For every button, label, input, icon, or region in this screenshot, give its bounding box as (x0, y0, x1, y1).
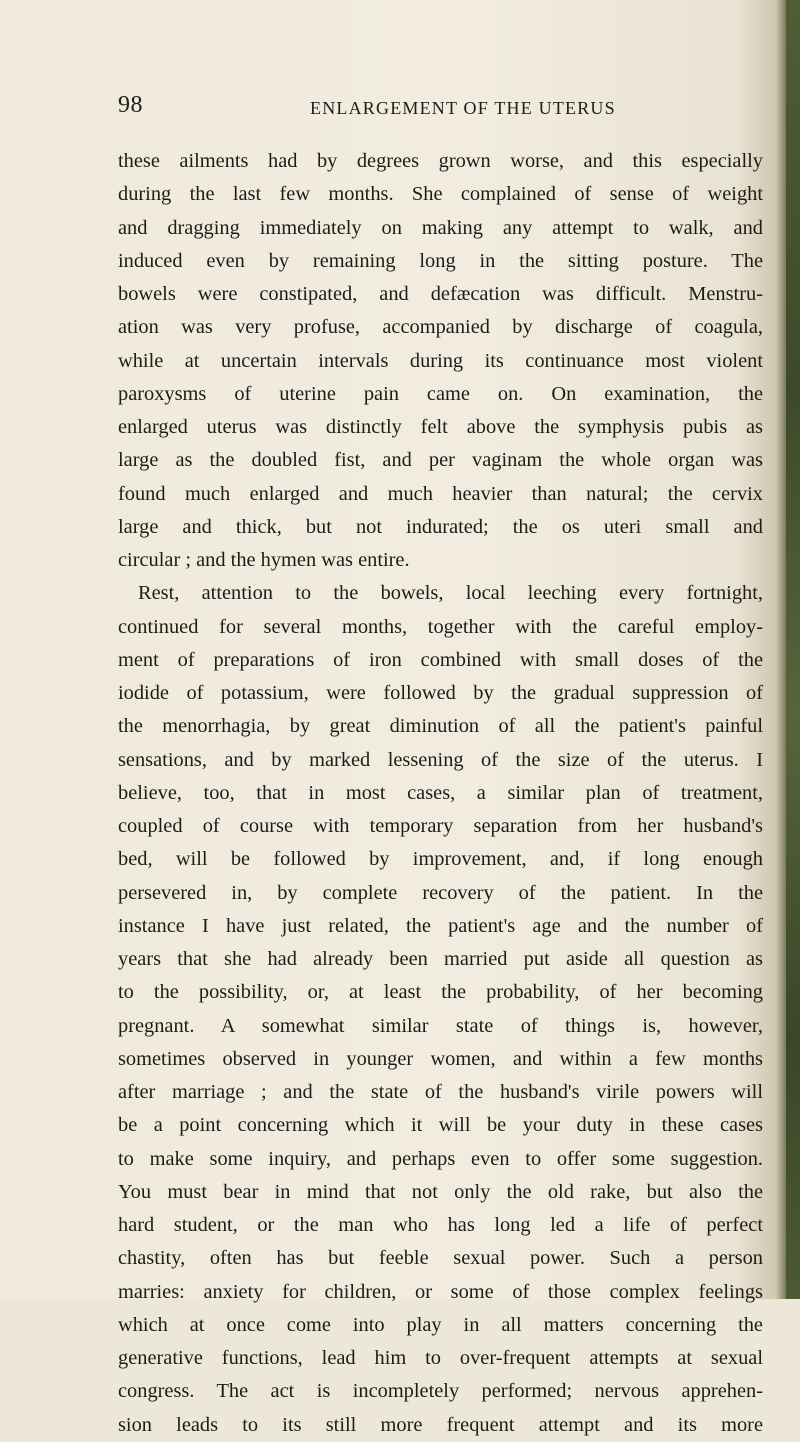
text-line: Rest, attention to the bowels, local leeching every fortnight, (138, 582, 763, 605)
text-line: sometimes observed in younger women, and within a few months (118, 1047, 763, 1070)
text-line: large and thick, but not indurated; the os uteri small and (118, 515, 763, 538)
text-line: paroxysms of uterine pain came on. On examination, the (118, 382, 763, 405)
text-line: bed, will be followed by improvement, and, if long enough (118, 848, 763, 871)
text-line: and dragging immediately on making any attempt to walk, and (118, 216, 763, 239)
text-line: pregnant. A somewhat similar state of things is, however, (118, 1014, 763, 1037)
text-line: persevered in, by complete recovery of the patient. In the (118, 881, 763, 904)
text-line: ment of preparations of iron combined with small doses of the (118, 648, 763, 671)
text-line: You must bear in mind that not only the old rake, but also the (118, 1180, 763, 1203)
text-line: while at uncertain intervals during its continuance most violent (118, 349, 763, 372)
text-line: marries: anxiety for children, or some of those complex feelings (118, 1280, 763, 1303)
text-line: believe, too, that in most cases, a similar plan of treatment, (118, 781, 763, 804)
text-line: be a point concerning which it will be your duty in these cases (118, 1114, 763, 1137)
text-line: chastity, often has but feeble sexual power. Such a person (118, 1247, 763, 1270)
body-text (118, 145, 763, 1442)
text-line: induced even by remaining long in the sitting posture. The (118, 249, 763, 272)
text-line: these ailments had by degrees grown worse, and this especially (118, 150, 763, 172)
page-number: 98 (118, 92, 143, 118)
text-line: after marriage ; and the state of the husband's virile powers will (118, 1081, 763, 1103)
text-line: during the last few months. She complained of sense of weight (118, 183, 763, 206)
text-line: instance I have just related, the patient's age and the number of (118, 914, 763, 937)
text-line: continued for several months, together with the careful employ- (118, 615, 763, 638)
text-line: the menorrhagia, by great diminution of all the patient's painful (118, 715, 763, 738)
text-line: coupled of course with temporary separation from her husband's (118, 815, 763, 837)
text-line: sion leads to its still more frequent attempt and its more (118, 1413, 763, 1436)
text-line: bowels were constipated, and defæcation was difficult. Menstru- (118, 283, 763, 305)
running-title: ENLARGEMENT OF THE UTERUS (310, 98, 616, 118)
page-header (118, 92, 778, 124)
text-line: hard student, or the man who has long led a life of perfect (118, 1214, 763, 1236)
text-line: which at once come into play in all matters concerning the (118, 1313, 763, 1336)
text-line: ation was very profuse, accompanied by discharge of coagula, (118, 316, 763, 339)
text-line: found much enlarged and much heavier than natural; the cervix (118, 482, 763, 505)
text-line: iodide of potassium, were followed by the gradual suppression of (118, 682, 763, 704)
text-line: to make some inquiry, and perhaps even to offer some suggestion. (118, 1147, 763, 1170)
text-line: enlarged uterus was distinctly felt above the symphysis pubis as (118, 416, 763, 438)
text-line: generative functions, lead him to over-frequent attempts at sexual (118, 1347, 763, 1369)
book-edge (786, 0, 800, 1299)
text-line: years that she had already been married put aside all question as (118, 948, 763, 970)
text-line: circular ; and the hymen was entire. (118, 549, 410, 571)
text-line: sensations, and by marked lessening of the size of the uterus. I (118, 748, 763, 771)
text-line: to the possibility, or, at least the probability, of her becoming (118, 981, 763, 1004)
text-line: large as the doubled fist, and per vaginam the whole organ was (118, 449, 763, 472)
text-line: congress. The act is incompletely performed; nervous apprehen- (118, 1380, 763, 1403)
